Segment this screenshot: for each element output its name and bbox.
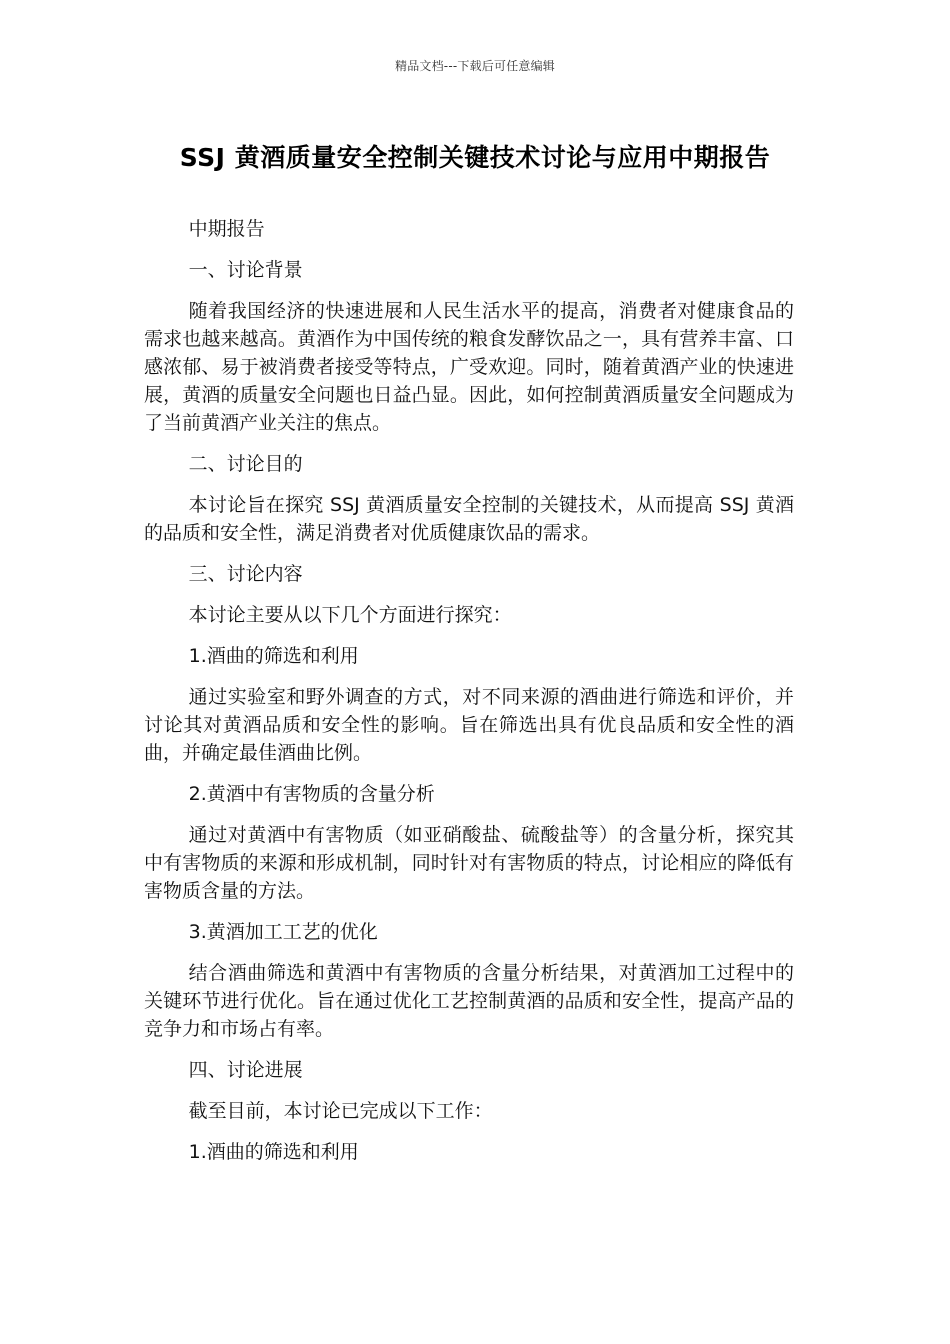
paragraph-background: 随着我国经济的快速进展和人民生活水平的提高，消费者对健康食品的需求也越来越高。黄酒作为中国传统的粮食发酵饮品之一，具有营养丰富、口感浓郁、易于被消费者接受等特点，广受欢迎。同时，随着黄酒产业的快速进展，黄酒的质量安全问题也日益凸显。因此，如何控制黄酒质量安全问题成为了当前黄酒产业关注的焦点。 — [144, 300, 794, 434]
item-heading-process-optimization: 3.黄酒加工工艺的优化 — [188, 921, 378, 943]
item-heading-progress-koji: 1.酒曲的筛选和利用 — [188, 1141, 359, 1163]
section-heading-content: 三、讨论内容 — [188, 563, 303, 585]
paragraph-process-optimization: 结合酒曲筛选和黄酒中有害物质的含量分析结果，对黄酒加工过程中的关键环节进行优化。旨在通过优化工艺控制黄酒的品质和安全性，提高产品的竞争力和市场占有率。 — [144, 962, 794, 1040]
paragraph-koji-screening: 通过实验室和野外调查的方式，对不同来源的酒曲进行筛选和评价，并讨论其对黄酒品质和安全性的影响。旨在筛选出具有优良品质和安全性的酒曲，并确定最佳酒曲比例。 — [144, 686, 794, 764]
paragraph-content-intro: 本讨论主要从以下几个方面进行探究： — [188, 604, 512, 626]
section-heading-background: 一、讨论背景 — [188, 259, 303, 281]
document-body — [144, 215, 794, 1179]
paragraph-progress-intro: 截至目前，本讨论已完成以下工作： — [188, 1100, 493, 1122]
subtitle-midterm-report: 中期报告 — [188, 218, 265, 240]
section-heading-purpose: 二、讨论目的 — [188, 453, 303, 475]
header-note: 精品文档---下载后可任意编辑 — [395, 59, 555, 73]
paragraph-purpose: 本讨论旨在探究 SSJ 黄酒质量安全控制的关键技术，从而提高 SSJ 黄酒的品质和安全性，满足消费者对优质健康饮品的需求。 — [144, 494, 794, 544]
document-title: SSJ 黄酒质量安全控制关键技术讨论与应用中期报告 — [179, 143, 771, 172]
item-heading-koji-screening: 1.酒曲的筛选和利用 — [188, 645, 359, 667]
section-heading-progress: 四、讨论进展 — [188, 1059, 303, 1081]
item-heading-harmful-substances: 2.黄酒中有害物质的含量分析 — [188, 783, 435, 805]
paragraph-harmful-substances: 通过对黄酒中有害物质（如亚硝酸盐、硫酸盐等）的含量分析，探究其中有害物质的来源和形成机制，同时针对有害物质的特点，讨论相应的降低有害物质含量的方法。 — [144, 824, 794, 902]
